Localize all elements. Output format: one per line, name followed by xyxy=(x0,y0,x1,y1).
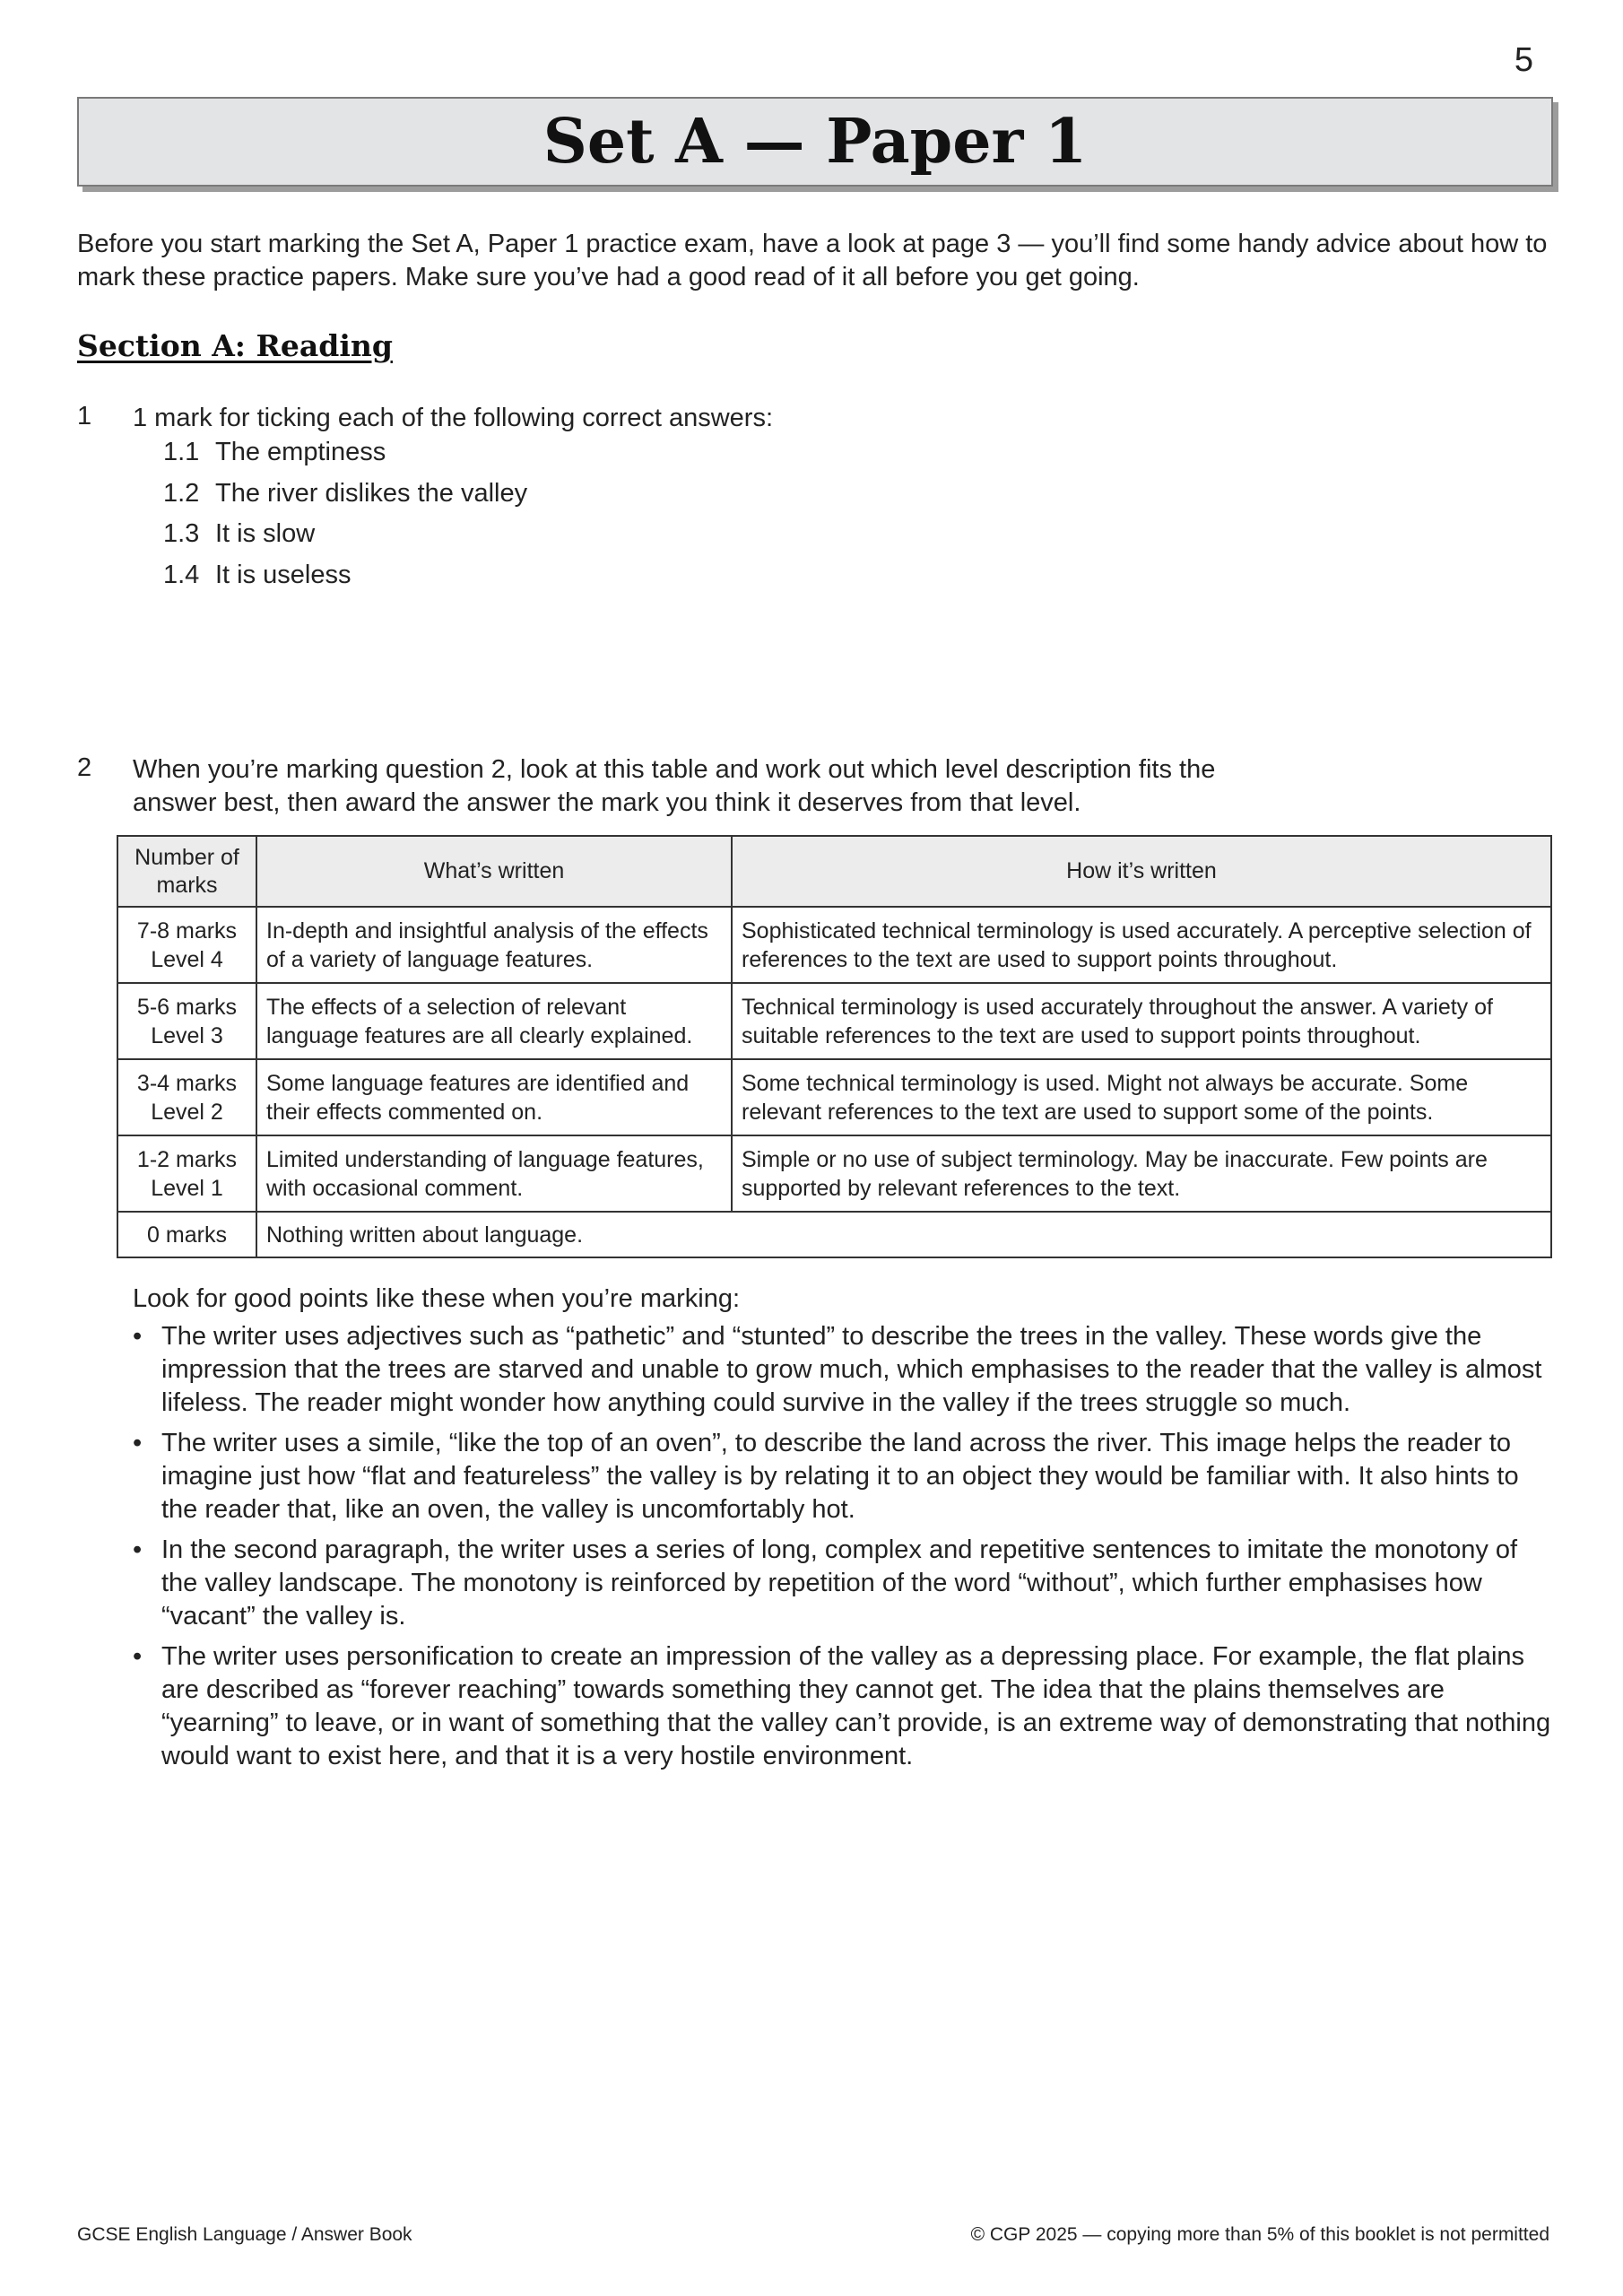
table-row xyxy=(117,1212,1551,1257)
answer-text: The river dislikes the valley xyxy=(215,478,528,508)
what-cell: Limited understanding of language features, with occasional comment. xyxy=(256,1135,732,1212)
bullet-text: The writer uses a simile, “like the top of an oven”, to describe the land across the river. This image helps the reader to imagine just how “flat and featureless” the valley is by relating it to an object they would be familiar with. It also hints to the reader that, like an oven, the valley is uncomfortably hot. xyxy=(161,1429,1519,1524)
list-item xyxy=(133,1640,1558,1773)
answer-item xyxy=(163,519,527,561)
marks-value: 3-4 marks xyxy=(136,1070,238,1096)
answer-number: 1.3 xyxy=(163,519,200,548)
marks-cell xyxy=(117,1135,256,1212)
mark-scheme-table xyxy=(117,835,1552,1258)
how-cell: Simple or no use of subject terminology. May be inaccurate. Few points are supported by relevant references to the text. xyxy=(732,1135,1551,1212)
table-header-row xyxy=(117,836,1551,907)
answer-text: It is useless xyxy=(215,560,352,589)
what-cell: In-depth and insightful analysis of the effects of a variety of language features. xyxy=(256,907,732,983)
marks-value: 1-2 marks xyxy=(136,1146,238,1172)
marks-cell xyxy=(117,983,256,1059)
level-value: Level 2 xyxy=(151,1099,223,1125)
question-2-text: When you’re marking question 2, look at this table and work out which level description fits the answer best, then award the answer the mark you think it deserves from that level. xyxy=(133,755,1216,817)
header-how: How it’s written xyxy=(732,836,1551,907)
look-for-intro: Look for good points like these when you’re marking: xyxy=(133,1284,741,1313)
question-2-number: 2 xyxy=(77,753,92,782)
answer-item xyxy=(163,479,527,520)
what-cell: The effects of a selection of relevant language features are all clearly explained. xyxy=(256,983,732,1059)
answer-number: 1.2 xyxy=(163,478,200,508)
page-number: 5 xyxy=(1514,41,1533,79)
footer-book-title: GCSE English Language / Answer Book xyxy=(77,2224,412,2245)
list-item xyxy=(133,1320,1558,1420)
question-1-number: 1 xyxy=(77,402,92,430)
what-cell: Some language features are identified and their effects commented on. xyxy=(256,1059,732,1135)
answer-number: 1.4 xyxy=(163,560,200,589)
bullet-icon: • xyxy=(133,1429,143,1457)
title-banner xyxy=(77,97,1553,187)
bullet-list xyxy=(133,1320,1558,1780)
intro-paragraph: Before you start marking the Set A, Paper 1 practice exam, have a look at page 3 — you’ll find some handy advice about how to mark these practice papers. Make sure you’ve had a good read of it all before you get going. xyxy=(77,230,1548,291)
answer-text: It is slow xyxy=(215,519,316,548)
marks-value: 5-6 marks xyxy=(136,994,238,1020)
list-item xyxy=(133,1534,1558,1633)
how-cell: Sophisticated technical terminology is used accurately. A perceptive selection of references to the text are used to support points throughout. xyxy=(732,907,1551,983)
marks-cell xyxy=(117,907,256,983)
bullet-icon: • xyxy=(133,1642,143,1671)
how-cell: Some technical terminology is used. Might not always be accurate. Some relevant references to the text are used to support some of the points. xyxy=(732,1059,1551,1135)
level-value: Level 4 xyxy=(151,946,223,972)
question-1-text: 1 mark for ticking each of the following correct answers: xyxy=(133,404,774,432)
bullet-text: The writer uses adjectives such as “pathetic” and “stunted” to describe the trees in the valley. These words give the impression that the trees are starved and unable to grow much, which emphasises to the reader that the valley is almost lifeless. The reader might wonder how anything could survive in the valley if the trees struggle so much. xyxy=(161,1322,1542,1417)
answer-number: 1.1 xyxy=(163,438,200,466)
question-1-answers xyxy=(163,438,527,601)
bullet-text: In the second paragraph, the writer uses a series of long, complex and repetitive sentences to imitate the monotony of the valley landscape. The monotony is reinforced by repetition of the word “without”, which further emphasises how “vacant” the valley is. xyxy=(161,1535,1518,1631)
section-heading: Section A: Reading xyxy=(77,328,393,363)
answer-text: The emptiness xyxy=(215,438,386,466)
answer-item xyxy=(163,561,527,602)
bullet-icon: • xyxy=(133,1535,143,1564)
table-row xyxy=(117,983,1551,1059)
level-value: Level 3 xyxy=(151,1022,223,1048)
marks-value: 7-8 marks xyxy=(136,918,238,944)
table-row xyxy=(117,1059,1551,1135)
header-what: What’s written xyxy=(256,836,732,907)
page-title: Set A — Paper 1 xyxy=(542,106,1088,178)
marks-cell xyxy=(117,1059,256,1135)
list-item xyxy=(133,1427,1558,1526)
level-value: Level 1 xyxy=(151,1175,223,1201)
marks-cell: 0 marks xyxy=(117,1212,256,1257)
header-marks: Number of marks xyxy=(117,836,256,907)
bullet-icon: • xyxy=(133,1322,143,1351)
table-row xyxy=(117,907,1551,983)
what-cell: Nothing written about language. xyxy=(256,1212,1551,1257)
how-cell: Technical terminology is used accurately throughout the answer. A variety of suitable references to the text are used to support points throughout. xyxy=(732,983,1551,1059)
table-row xyxy=(117,1135,1551,1212)
footer-copyright: © CGP 2025 — copying more than 5% of this booklet is not permitted xyxy=(970,2224,1549,2245)
answer-item xyxy=(163,438,527,479)
bullet-text: The writer uses personification to create an impression of the valley as a depressing place. For example, the flat plains are described as “forever reaching” towards something they cannot get. The idea that the plains themselves are “yearning” to leave, or in want of something that the valley can’t provide, is an extreme way of demonstrating that nothing would want to exist here, and that it is a very hostile environment. xyxy=(161,1642,1551,1770)
